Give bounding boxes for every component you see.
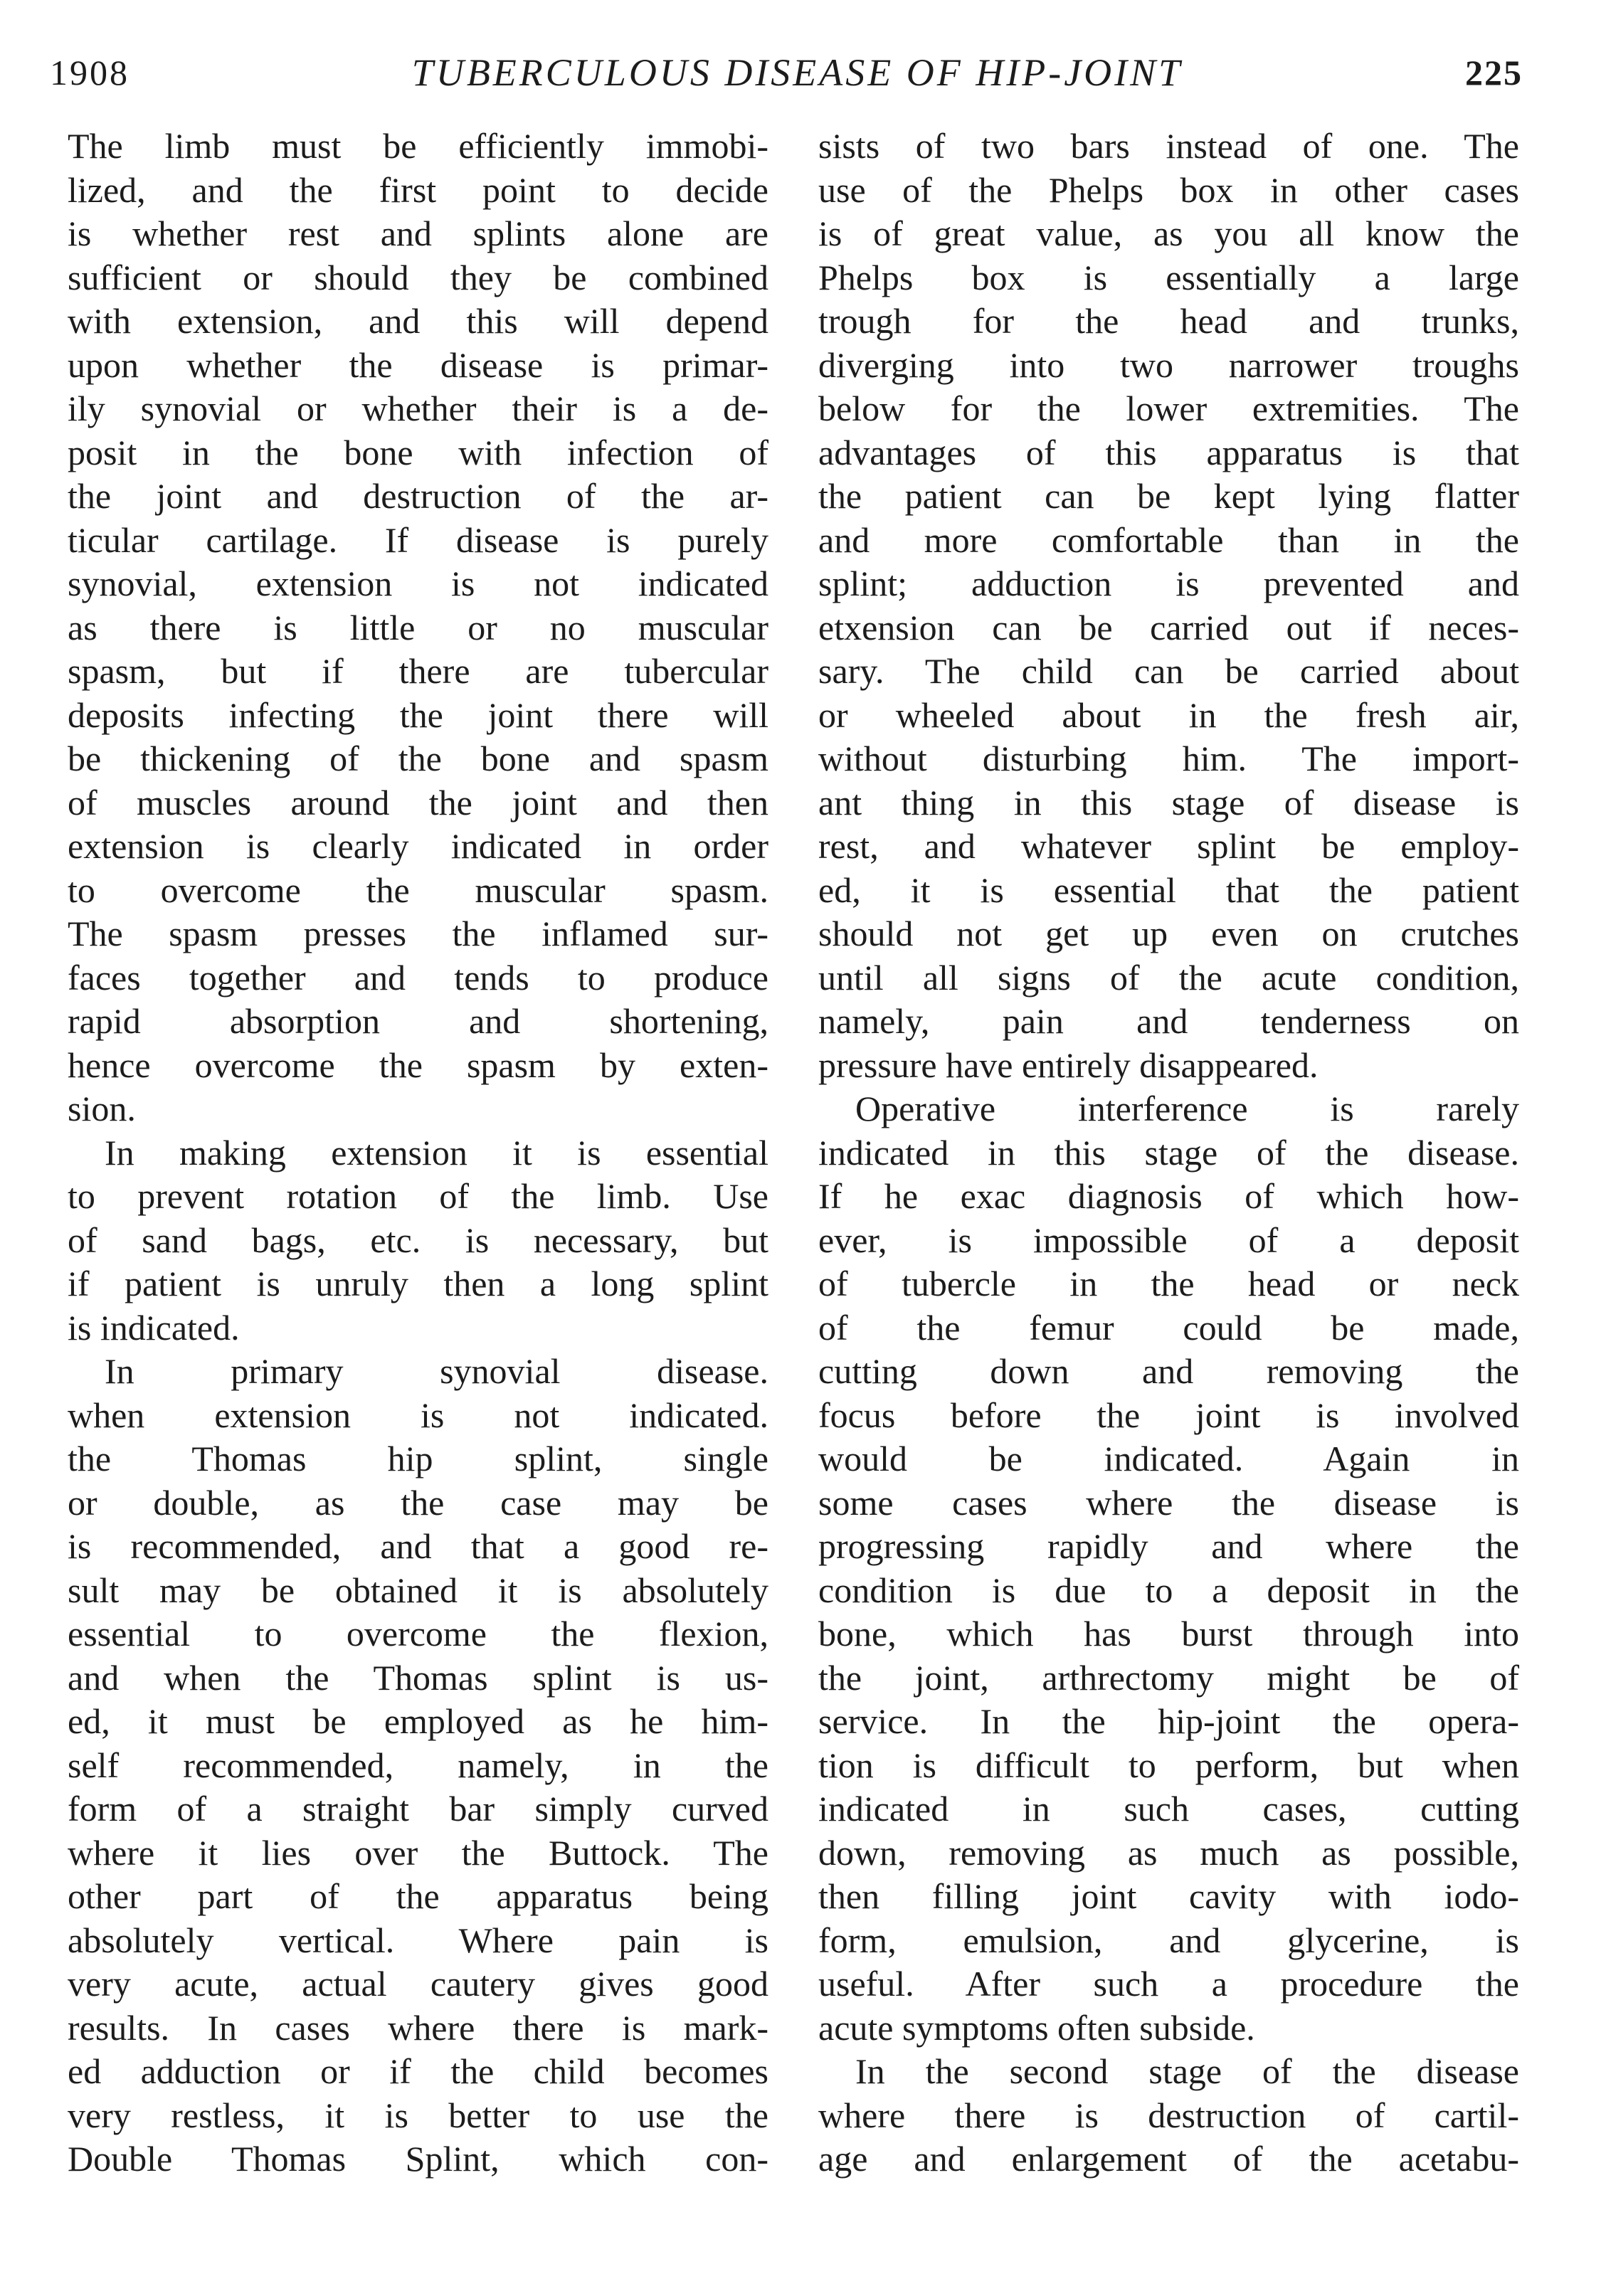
text-line: with extension, and this will depend bbox=[68, 301, 768, 341]
text-line: be thickening of the bone and spasm bbox=[68, 739, 768, 778]
text-line: ed, it must be employed as he him- bbox=[68, 1701, 768, 1741]
text-line: rapid absorption and shortening, bbox=[68, 1001, 768, 1041]
text-line: very restless, it is better to use the bbox=[68, 2095, 768, 2135]
text-line: form of a straight bar simply curved bbox=[68, 1789, 768, 1829]
text-line: condition is due to a deposit in the bbox=[818, 1570, 1519, 1610]
text-line: below for the lower extremities. The bbox=[818, 388, 1519, 428]
text-line: the Thomas hip splint, single bbox=[68, 1439, 768, 1478]
header-year: 1908 bbox=[50, 53, 130, 92]
text-line: and more comfortable than in the bbox=[818, 519, 1519, 560]
text-line: and when the Thomas splint is us- bbox=[68, 1657, 768, 1698]
text-line: self recommended, namely, in the bbox=[68, 1745, 768, 1785]
text-line: of muscles around the joint and then bbox=[68, 782, 768, 822]
text-line: Double Thomas Splint, which con- bbox=[68, 2139, 768, 2179]
text-line: ant thing in this stage of disease is bbox=[818, 782, 1519, 822]
text-line: progressing rapidly and where the bbox=[818, 1526, 1519, 1566]
text-line: pressure have entirely disappeared. bbox=[818, 1044, 1319, 1085]
text-line: trough for the head and trunks, bbox=[818, 301, 1519, 341]
text-line: indicated in such cases, cutting bbox=[818, 1789, 1519, 1829]
text-line: where it lies over the Buttock. The bbox=[68, 1832, 768, 1873]
text-line: cutting down and removing the bbox=[818, 1351, 1519, 1391]
text-line: some cases where the disease is bbox=[818, 1482, 1519, 1523]
text-line: In primary synovial disease. bbox=[105, 1351, 768, 1391]
text-line: service. In the hip-joint the opera- bbox=[818, 1701, 1519, 1741]
text-line: sult may be obtained it is absolutely bbox=[68, 1570, 768, 1610]
text-line: of the femur could be made, bbox=[818, 1307, 1519, 1348]
right-column bbox=[818, 125, 1519, 2181]
text-line: upon whether the disease is primar- bbox=[68, 344, 768, 385]
text-line: Operative interference is rarely bbox=[855, 1089, 1519, 1128]
text-line: rest, and whatever splint be employ- bbox=[818, 826, 1519, 866]
text-line: the patient can be kept lying flatter bbox=[818, 476, 1519, 516]
text-line: etxension can be carried out if neces- bbox=[818, 607, 1519, 647]
running-head bbox=[50, 44, 1523, 101]
text-line: where there is destruction of cartil- bbox=[818, 2095, 1519, 2135]
text-line: of tubercle in the head or neck bbox=[818, 1264, 1519, 1303]
text-line: sion. bbox=[68, 1089, 136, 1128]
page-number: 225 bbox=[1464, 53, 1523, 92]
text-line: sists of two bars instead of one. The bbox=[818, 126, 1519, 166]
text-line: the joint, arthrectomy might be of bbox=[818, 1657, 1519, 1698]
text-line: tion is difficult to perform, but when bbox=[818, 1745, 1519, 1785]
text-line: down, removing as much as possible, bbox=[818, 1832, 1519, 1873]
left-column bbox=[68, 125, 768, 2181]
text-line: If he exac diagnosis of which how- bbox=[818, 1176, 1519, 1216]
text-line: ever, is impossible of a deposit bbox=[818, 1220, 1519, 1260]
text-line: absolutely vertical. Where pain is bbox=[68, 1920, 768, 1960]
text-line: to overcome the muscular spasm. bbox=[68, 869, 768, 910]
text-line: indicated in this stage of the disease. bbox=[818, 1132, 1519, 1173]
text-line: spasm, but if there are tubercular bbox=[68, 651, 768, 691]
text-line: is of great value, as you all know the bbox=[818, 213, 1519, 253]
text-line: sufficient or should they be combined bbox=[68, 257, 768, 297]
text-line: ticular cartilage. If disease is purely bbox=[68, 519, 768, 560]
text-line: very acute, actual cautery gives good bbox=[68, 1964, 768, 2004]
text-line: without disturbing him. The import- bbox=[818, 739, 1519, 778]
text-line: posit in the bone with infection of bbox=[68, 432, 768, 472]
text-line: In the second stage of the disease bbox=[855, 2051, 1519, 2091]
text-line: useful. After such a procedure the bbox=[818, 1964, 1519, 2004]
text-line: other part of the apparatus being bbox=[68, 1876, 768, 1916]
text-line: if patient is unruly then a long splint bbox=[68, 1264, 768, 1303]
text-line: splint; adduction is prevented and bbox=[818, 564, 1519, 603]
text-line: results. In cases where there is mark- bbox=[68, 2007, 768, 2048]
text-line: should not get up even on crutches bbox=[818, 914, 1519, 953]
text-line: when extension is not indicated. bbox=[68, 1395, 768, 1435]
text-line: synovial, extension is not indicated bbox=[68, 564, 768, 603]
text-line: lized, and the first point to decide bbox=[68, 169, 768, 210]
text-line: focus before the joint is involved bbox=[818, 1395, 1519, 1435]
text-line: In making extension it is essential bbox=[105, 1132, 768, 1173]
text-line: sary. The child can be carried about bbox=[818, 651, 1519, 691]
text-line: acute symptoms often subside. bbox=[818, 2007, 1255, 2048]
text-line: hence overcome the spasm by exten- bbox=[68, 1044, 768, 1085]
text-line: to prevent rotation of the limb. Use bbox=[68, 1176, 768, 1216]
text-line: or wheeled about in the fresh air, bbox=[818, 694, 1519, 735]
text-line: diverging into two narrower troughs bbox=[818, 344, 1519, 385]
text-line: The limb must be efficiently immobi- bbox=[68, 126, 768, 166]
text-line: essential to overcome the flexion, bbox=[68, 1614, 768, 1654]
text-line: bone, which has burst through into bbox=[818, 1614, 1519, 1654]
text-line: ily synovial or whether their is a de- bbox=[68, 388, 768, 428]
text-line: until all signs of the acute condition, bbox=[818, 957, 1519, 998]
text-line: then filling joint cavity with iodo- bbox=[818, 1876, 1519, 1916]
text-line: would be indicated. Again in bbox=[818, 1439, 1519, 1478]
text-line: is indicated. bbox=[68, 1307, 240, 1348]
text-line: as there is little or no muscular bbox=[68, 607, 768, 647]
text-line: namely, pain and tenderness on bbox=[818, 1001, 1519, 1041]
text-line: of sand bags, etc. is necessary, but bbox=[68, 1220, 768, 1260]
text-line: ed adduction or if the child becomes bbox=[68, 2051, 768, 2091]
text-line: extension is clearly indicated in order bbox=[68, 826, 768, 866]
text-line: is whether rest and splints alone are bbox=[68, 213, 768, 253]
text-line: faces together and tends to produce bbox=[68, 957, 768, 998]
text-line: deposits infecting the joint there will bbox=[68, 694, 768, 735]
text-line: is recommended, and that a good re- bbox=[68, 1526, 768, 1566]
text-line: The spasm presses the inflamed sur- bbox=[68, 914, 768, 953]
text-line: or double, as the case may be bbox=[68, 1482, 768, 1523]
text-line: ed, it is essential that the patient bbox=[818, 869, 1519, 910]
header-title: TUBERCULOUS DISEASE OF HIP-JOINT bbox=[411, 51, 1183, 94]
text-line: use of the Phelps box in other cases bbox=[818, 169, 1519, 210]
text-line: form, emulsion, and glycerine, is bbox=[818, 1920, 1519, 1960]
text-line: advantages of this apparatus is that bbox=[818, 432, 1519, 472]
text-line: age and enlargement of the acetabu- bbox=[818, 2139, 1519, 2179]
text-line: the joint and destruction of the ar- bbox=[68, 476, 768, 516]
text-line: Phelps box is essentially a large bbox=[818, 257, 1519, 297]
